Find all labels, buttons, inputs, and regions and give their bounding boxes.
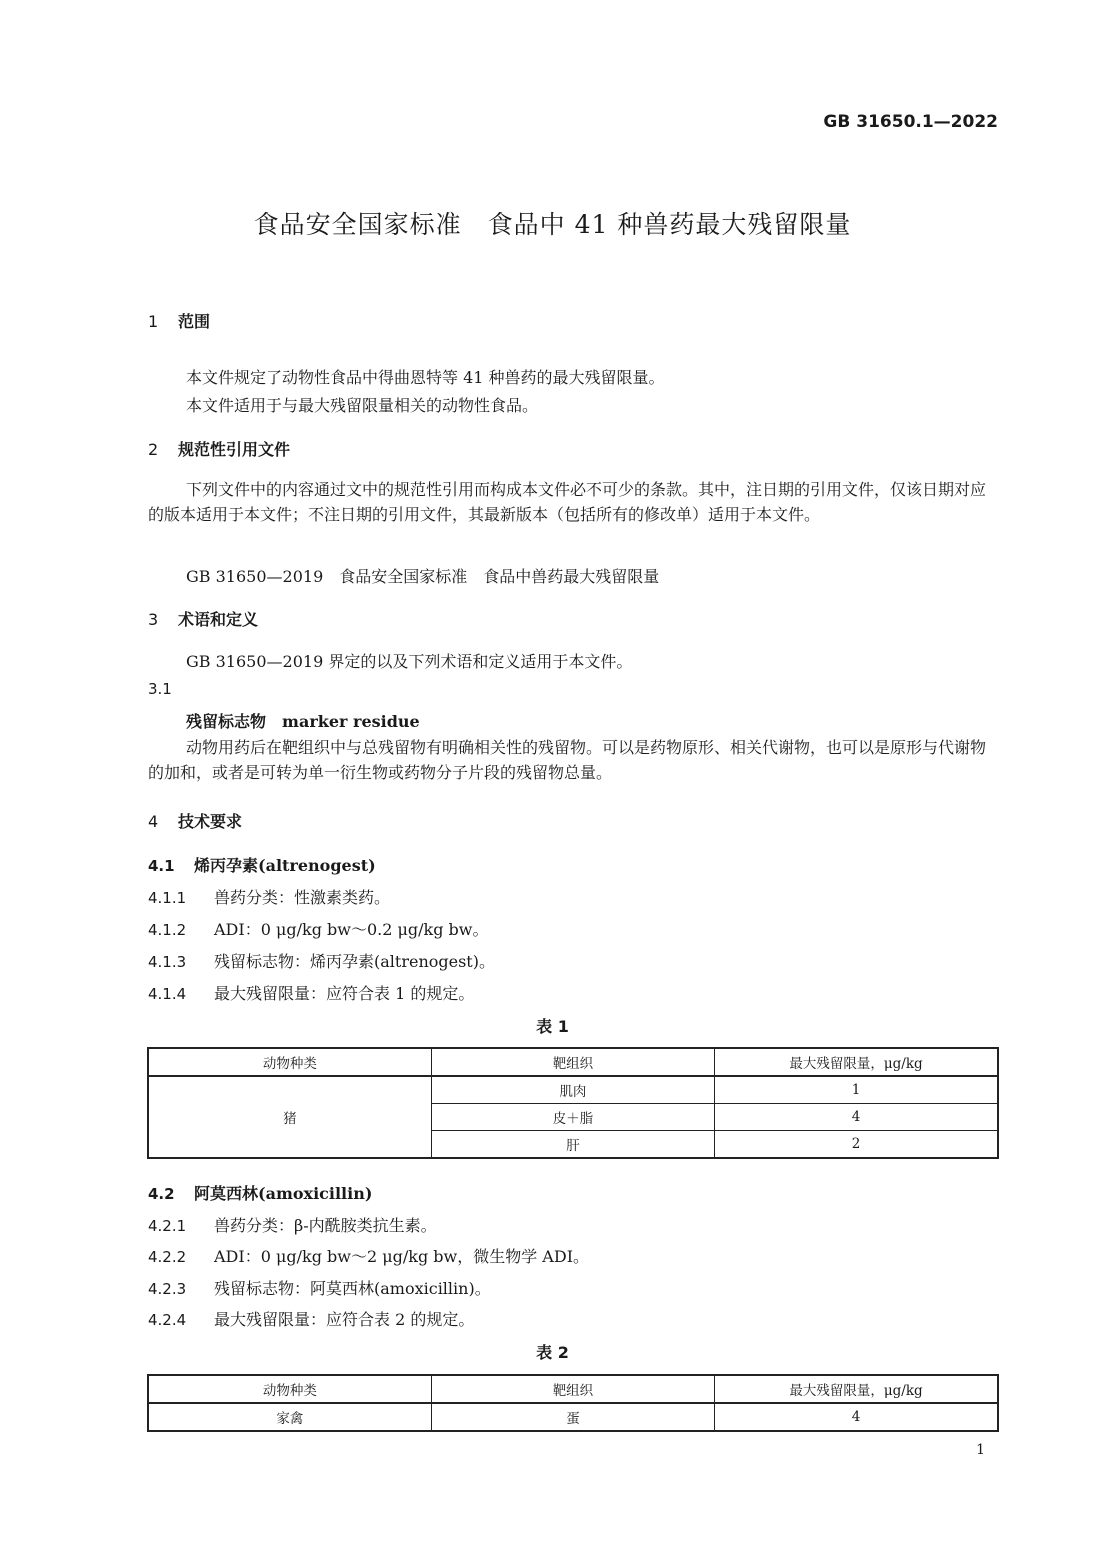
subsection-title: 烯丙孕素(altrenogest): [194, 856, 376, 875]
section-heading-terms: [148, 607, 258, 630]
tissue-cell: 肝: [431, 1131, 714, 1159]
subsection-heading-amoxicillin: [148, 1181, 372, 1204]
section-heading-technical-requirements: [148, 809, 242, 832]
section-number: 2: [148, 440, 159, 459]
column-header: 动物种类: [148, 1048, 431, 1076]
section-title: 规范性引用文件: [178, 440, 291, 459]
clause-number: 4.2.4: [148, 1311, 187, 1329]
table-caption: 表 1: [536, 1017, 569, 1036]
clause: [148, 885, 390, 908]
column-header: 靶组织: [431, 1048, 714, 1076]
mrl-table-1: [147, 1047, 999, 1159]
tissue-cell: 蛋: [431, 1403, 714, 1431]
column-header: 靶组织: [431, 1375, 714, 1403]
column-header: 最大残留限量，μg/kg: [715, 1375, 998, 1403]
paragraph: 本文件规定了动物性食品中得曲恩特等 41 种兽药的最大残留限量。: [186, 368, 665, 387]
table-caption: 表 2: [536, 1343, 569, 1362]
clause-text: 兽药分类：β-内酰胺类抗生素。: [214, 1216, 437, 1235]
clause-number: 4.1.4: [148, 985, 187, 1003]
tissue-cell: 肌肉: [431, 1076, 714, 1104]
clause-text: ADI：0 μg/kg bw～2 μg/kg bw，微生物学 ADI。: [214, 1247, 590, 1266]
subsection-heading-altrenogest: [148, 853, 376, 876]
clause: [148, 949, 495, 972]
clause: [148, 1307, 474, 1330]
section-number: 3: [148, 610, 159, 629]
species-cell: 家禽: [148, 1403, 431, 1431]
clause-text: 残留标志物：烯丙孕素(altrenogest)。: [214, 952, 495, 971]
clause-text: 残留标志物：阿莫西林(amoxicillin)。: [214, 1279, 491, 1298]
column-header: 动物种类: [148, 1375, 431, 1403]
section-title: 技术要求: [178, 812, 243, 831]
column-header: 最大残留限量，μg/kg: [715, 1048, 998, 1076]
page-number: 1: [976, 1442, 985, 1458]
subsection-title: 阿莫西林(amoxicillin): [194, 1184, 373, 1203]
section-title: 术语和定义: [178, 610, 259, 629]
term-entry: [186, 709, 420, 732]
mrl-cell: 1: [715, 1076, 998, 1104]
mrl-cell: 2: [715, 1131, 998, 1159]
section-number: 4: [148, 812, 159, 831]
section-title: 范围: [178, 312, 211, 331]
table-row: [148, 1403, 998, 1431]
term-chinese: 残留标志物: [186, 712, 267, 731]
species-cell: 猪: [148, 1076, 431, 1158]
tissue-cell: 皮＋脂: [431, 1104, 714, 1131]
table-row: [148, 1076, 998, 1104]
clause-number: 4.1.1: [148, 889, 187, 907]
clause: [148, 981, 474, 1004]
reference-entry: GB 31650—2019 食品安全国家标准 食品中兽药最大残留限量: [186, 567, 660, 586]
clause-text: 兽药分类：性激素类药。: [214, 888, 391, 907]
clause-text: 最大残留限量：应符合表 1 的规定。: [214, 984, 475, 1003]
clause-number: 4.2.3: [148, 1280, 187, 1298]
clause-number: 4.1.3: [148, 953, 187, 971]
document-title: 食品安全国家标准 食品中 41 种兽药最大残留限量: [253, 210, 852, 239]
paragraph: 本文件适用于与最大残留限量相关的动物性食品。: [186, 396, 539, 415]
mrl-table-2: [147, 1374, 999, 1432]
mrl-cell: 4: [715, 1403, 998, 1431]
subsection-number: 4.2: [148, 1185, 175, 1203]
clause: [148, 1213, 437, 1236]
section-heading-scope: [148, 309, 210, 332]
mrl-cell: 4: [715, 1104, 998, 1131]
standard-code: GB 31650.1—2022: [823, 112, 998, 132]
clause: [148, 917, 489, 940]
clause-text: ADI：0 μg/kg bw～0.2 μg/kg bw。: [214, 920, 489, 939]
clause: [148, 1276, 491, 1299]
clause-number: 4.1.2: [148, 921, 187, 939]
term-definition: 动物用药后在靶组织中与总残留物有明确相关性的残留物。可以是药物原形、相关代谢物，也可以是原形与代谢物的加和，或者是可转为单一衍生物或药物分子片段的残留物总量。: [148, 738, 987, 782]
section-heading-normative-references: [148, 437, 290, 460]
paragraph: GB 31650—2019 界定的以及下列术语和定义适用于本文件。: [186, 652, 633, 671]
term-number: 3.1: [148, 680, 172, 698]
clause: [148, 1244, 589, 1267]
clause-text: 最大残留限量：应符合表 2 的规定。: [214, 1310, 475, 1329]
paragraph: 下列文件中的内容通过文中的规范性引用而构成本文件必不可少的条款。其中，注日期的引用文件，仅该日期对应的版本适用于本文件；不注日期的引用文件，其最新版本（包括所有的修改单）适用于本文件。: [148, 480, 987, 524]
clause-number: 4.2.2: [148, 1248, 187, 1266]
clause-number: 4.2.1: [148, 1217, 187, 1235]
section-number: 1: [148, 312, 159, 331]
term-english: marker residue: [282, 712, 420, 731]
subsection-number: 4.1: [148, 857, 175, 875]
